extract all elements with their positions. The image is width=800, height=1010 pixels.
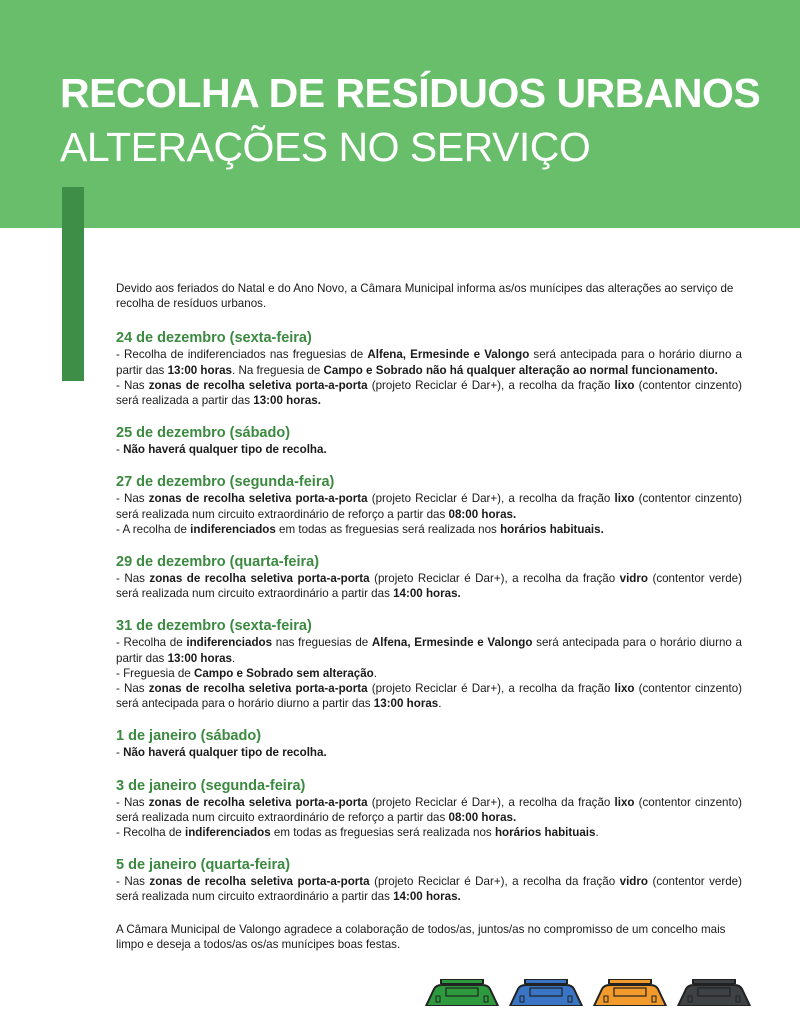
section-date-heading: 29 de dezembro (quarta-feira) [116,554,320,571]
bold-text: lixo [614,795,635,809]
text: (contentor cinzento) será realizada num circuito extraordinário de reforço a partir das [116,795,743,824]
section-date-heading: 25 de dezembro (sábado) [116,425,291,442]
schedule-section [116,474,742,537]
section-date-heading: 27 de dezembro (segunda-feira) [116,474,335,491]
text: . Na freguesia de [232,363,324,377]
text: - [116,443,124,457]
schedule-section [116,728,742,760]
bold-text: indiferenciados [186,636,273,650]
text: (contentor cinzento) será antecipada para o horário diurno a partir das [116,682,743,711]
section-date-heading: 5 de janeiro (quarta-feira) [116,857,291,874]
text: - Nas [116,795,149,809]
orange-bin-icon [592,976,668,1006]
page-title: RECOLHA DE RESÍDUOS URBANOS [60,70,761,116]
bold-text: 14:00 horas. [393,890,461,904]
section-paragraph [116,522,742,537]
accent-bar [62,187,84,381]
text: - A recolha de [116,522,191,536]
bold-text: 08:00 horas. [448,507,517,521]
bold-text: lixo [614,378,635,392]
bold-text: horários habituais. [500,522,604,536]
text: (projeto Reciclar é Dar+), a recolha da fração [367,682,615,696]
text: . [595,826,599,840]
section-paragraph [116,745,742,760]
section-paragraph [116,681,742,711]
bold-text: 13:00 horas [167,363,233,377]
schedule-sections [116,330,742,904]
waste-bins-illustration [424,976,752,1006]
section-date-heading: 3 de janeiro (segunda-feira) [116,777,306,794]
bold-text: lixo [614,492,635,506]
grey-bin-icon [676,976,752,1006]
text: (contentor verde) será realizada num circuito extraordinário a partir das [116,572,742,601]
bold-text: 13:00 horas [373,697,439,711]
bold-text: zonas de recolha seletiva porta-a-porta [149,572,370,586]
bold-text: Alfena, Ermesinde e Valongo [371,636,533,650]
text: - Nas [116,492,149,506]
text: será antecipada para o horário diurno a partir das [116,636,742,665]
section-paragraph [116,347,742,377]
text: em todas as freguesias será realizada nos [275,522,501,536]
text: - Recolha de [116,636,187,650]
text: . [438,697,442,711]
schedule-section [116,618,742,711]
bold-text: vidro [619,572,648,586]
bold-text: Não haverá qualquer tipo de recolha. [123,443,327,457]
bold-text: zonas de recolha seletiva porta-a-porta [149,875,370,889]
text: . [373,666,377,680]
schedule-section [116,778,742,841]
schedule-section [116,554,742,601]
schedule-section [116,857,742,904]
section-date-heading: 31 de dezembro (sexta-feira) [116,618,312,635]
text: (projeto Reciclar é Dar+), a recolha da fração [367,492,615,506]
bold-text: indiferenciados [190,522,276,536]
section-paragraph [116,825,742,840]
text: (contentor verde) será realizada num circuito extraordinário a partir das [116,875,742,904]
text: (projeto Reciclar é Dar+), a recolha da fração [367,378,615,392]
text: em todas as freguesias será realizada nos [270,826,495,840]
section-paragraph [116,442,742,457]
section-date-heading: 1 de janeiro (sábado) [116,728,262,745]
bold-text: vidro [619,875,648,889]
section-paragraph [116,491,742,521]
header-banner [0,0,800,228]
intro-text: Devido aos feriados do Natal e do Ano Novo, a Câmara Municipal informa as/os munícipes das alterações ao serviço de recolha de resíduos urbanos. [116,282,734,311]
text: - [116,746,124,760]
bold-text: Campo e Sobrado sem alteração [193,666,374,680]
bold-text: Campo e Sobrado não há qualquer alteração ao normal funcionamento. [323,363,718,377]
page-subtitle: ALTERAÇÕES NO SERVIÇO [60,124,591,170]
section-paragraph [116,795,742,825]
bold-text: lixo [614,682,635,696]
text: (projeto Reciclar é Dar+), a recolha da fração [367,795,615,809]
text: - Nas [116,572,150,586]
text: (projeto Reciclar é Dar+), a recolha da fração [369,875,620,889]
bold-text: horários habituais [494,826,596,840]
bold-text: zonas de recolha seletiva porta-a-porta [148,492,368,506]
bold-text: 14:00 horas. [393,587,461,601]
schedule-section [116,425,742,457]
section-paragraph [116,666,742,681]
section-date-heading: 24 de dezembro (sexta-feira) [116,330,312,347]
green-bin-icon [424,976,500,1006]
bold-text: zonas de recolha seletiva porta-a-porta [148,378,368,392]
text: - Nas [116,682,149,696]
text: - Freguesia de [116,666,194,680]
schedule-section [116,330,742,408]
closing-text: A Câmara Municipal de Valongo agradece a colaboração de todos/as, juntos/as no compromisso de um concelho mais limpo e deseja a todos/as os/as munícipes boas festas. [116,922,726,951]
section-paragraph [116,874,742,904]
text: (contentor cinzento) será realizada num circuito extraordinário de reforço a partir das [116,492,743,521]
bold-text: Não haverá qualquer tipo de recolha. [123,746,327,760]
bold-text: zonas de recolha seletiva porta-a-porta [148,682,368,696]
text: (projeto Reciclar é Dar+), a recolha da fração [369,572,620,586]
text: - Recolha de [116,826,185,840]
section-paragraph [116,378,742,408]
text: - Nas [116,378,149,392]
blue-bin-icon [508,976,584,1006]
bold-text: Alfena, Ermesinde e Valongo [367,348,530,362]
text: será antecipada para o horário diurno a partir das [116,348,742,377]
section-paragraph [116,635,742,665]
bold-text: zonas de recolha seletiva porta-a-porta [148,795,368,809]
bold-text: 13:00 horas. [253,394,321,408]
bold-text: 08:00 horas. [448,810,517,824]
text: - Nas [116,875,150,889]
text: . [232,651,236,665]
text: - Recolha de indiferenciados nas freguesias de [116,348,368,362]
notice-content [116,281,742,952]
bold-text: 13:00 horas [167,651,233,665]
section-paragraph [116,571,742,601]
bold-text: indiferenciados [184,826,271,840]
text: (contentor cinzento) será realizada a partir das [116,378,743,408]
text: nas freguesias de [272,636,372,650]
